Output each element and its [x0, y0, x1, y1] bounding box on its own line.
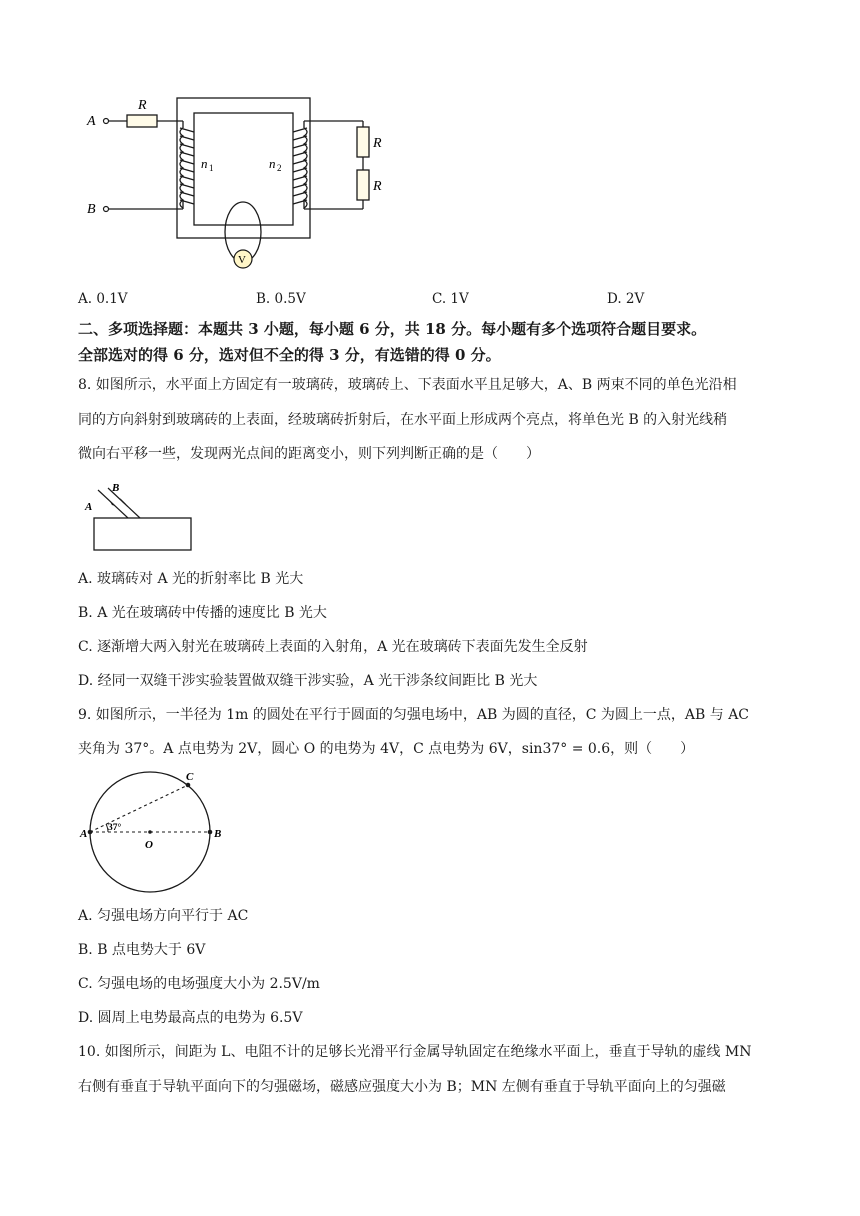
q7-option-d: D. 2V [607, 291, 645, 307]
q9-option-b: B. B 点电势大于 6V [78, 942, 206, 958]
q9-option-d: D. 圆周上电势最高点的电势为 6.5V [78, 1010, 303, 1026]
q8-option-a: A. 玻璃砖对 A 光的折射率比 B 光大 [78, 571, 304, 587]
input-resistor-label: R [138, 98, 147, 113]
center-o-label: O [145, 839, 153, 851]
point-b-label: B [214, 828, 222, 840]
q7-option-c: C. 1V [432, 291, 469, 307]
q8-stem-line3: 微向右平移一些，发现两光点间的距离变小，则下列判断正确的是（ ） [78, 446, 540, 462]
q9-option-a: A. 匀强电场方向平行于 AC [78, 908, 249, 924]
section2-heading-line2: 全部选对的得 6 分，选对但不全的得 3 分，有选错的得 0 分。 [78, 346, 501, 364]
q8-option-b: B. A 光在玻璃砖中传播的速度比 B 光大 [78, 605, 327, 621]
q9-stem-line1: 9. 如图所示，一半径为 1m 的圆处在平行于圆面的匀强电场中，AB 为圆的直径，C 为圆上一点，AB 与 AC [78, 707, 750, 723]
q7-option-b: B. 0.5V [256, 291, 306, 307]
light-a-label: A [85, 501, 93, 513]
q10-stem-line1: 10. 如图所示，间距为 L、电阻不计的足够长光滑平行金属导轨固定在绝缘水平面上，垂直于导轨的虚线 MN [78, 1044, 752, 1060]
q7-option-a: A. 0.1V [78, 291, 128, 307]
section2-heading-line1: 二、多项选择题：本题共 3 小题，每小题 6 分，共 18 分。每小题有多个选项符合题目要求。 [78, 320, 707, 338]
q8-option-c: C. 逐渐增大两入射光在玻璃砖上表面的入射角，A 光在玻璃砖下表面先发生全反射 [78, 639, 588, 655]
q9-stem-line2: 夹角为 37°。A 点电势为 2V，圆心 O 的电势为 4V，C 点电势为 6V，sin37° = 0.6，则（ ） [78, 741, 695, 757]
angle-label: 37° [108, 823, 122, 833]
transformer-circuit-figure [80, 92, 400, 272]
secondary-turns-subscript: 2 [277, 163, 282, 173]
point-c-label: C [186, 771, 194, 783]
primary-turns-label: n [201, 156, 208, 171]
q9-option-c: C. 匀强电场的电场强度大小为 2.5V/m [78, 976, 320, 992]
voltmeter-label: V [238, 254, 246, 266]
q8-stem-line1: 8. 如图所示，水平面上方固定有一玻璃砖，玻璃砖上、下表面水平且足够大，A、B 两束不同的单色光沿相 [78, 377, 737, 393]
point-a-label: A [80, 828, 88, 840]
q8-stem-line2: 同的方向斜射到玻璃砖的上表面，经玻璃砖折射后，在水平面上形成两个亮点，将单色光 B 的入射光线稍 [78, 412, 728, 428]
terminal-a-label: A [87, 114, 96, 129]
glass-brick-figure [80, 478, 200, 554]
load-resistor-1-label: R [373, 136, 382, 151]
q10-stem-line2: 右侧有垂直于导轨平面向下的匀强磁场，磁感应强度大小为 B；MN 左侧有垂直于导轨平面向上的匀强磁 [78, 1079, 726, 1095]
load-resistor-2-label: R [373, 179, 382, 194]
secondary-turns-label: n [269, 156, 276, 171]
light-b-label: B [112, 482, 120, 494]
circle-field-figure [78, 770, 228, 896]
primary-turns-subscript: 1 [209, 163, 214, 173]
q8-option-d: D. 经同一双缝干涉实验装置做双缝干涉实验，A 光干涉条纹间距比 B 光大 [78, 673, 538, 689]
terminal-b-label: B [87, 202, 96, 217]
